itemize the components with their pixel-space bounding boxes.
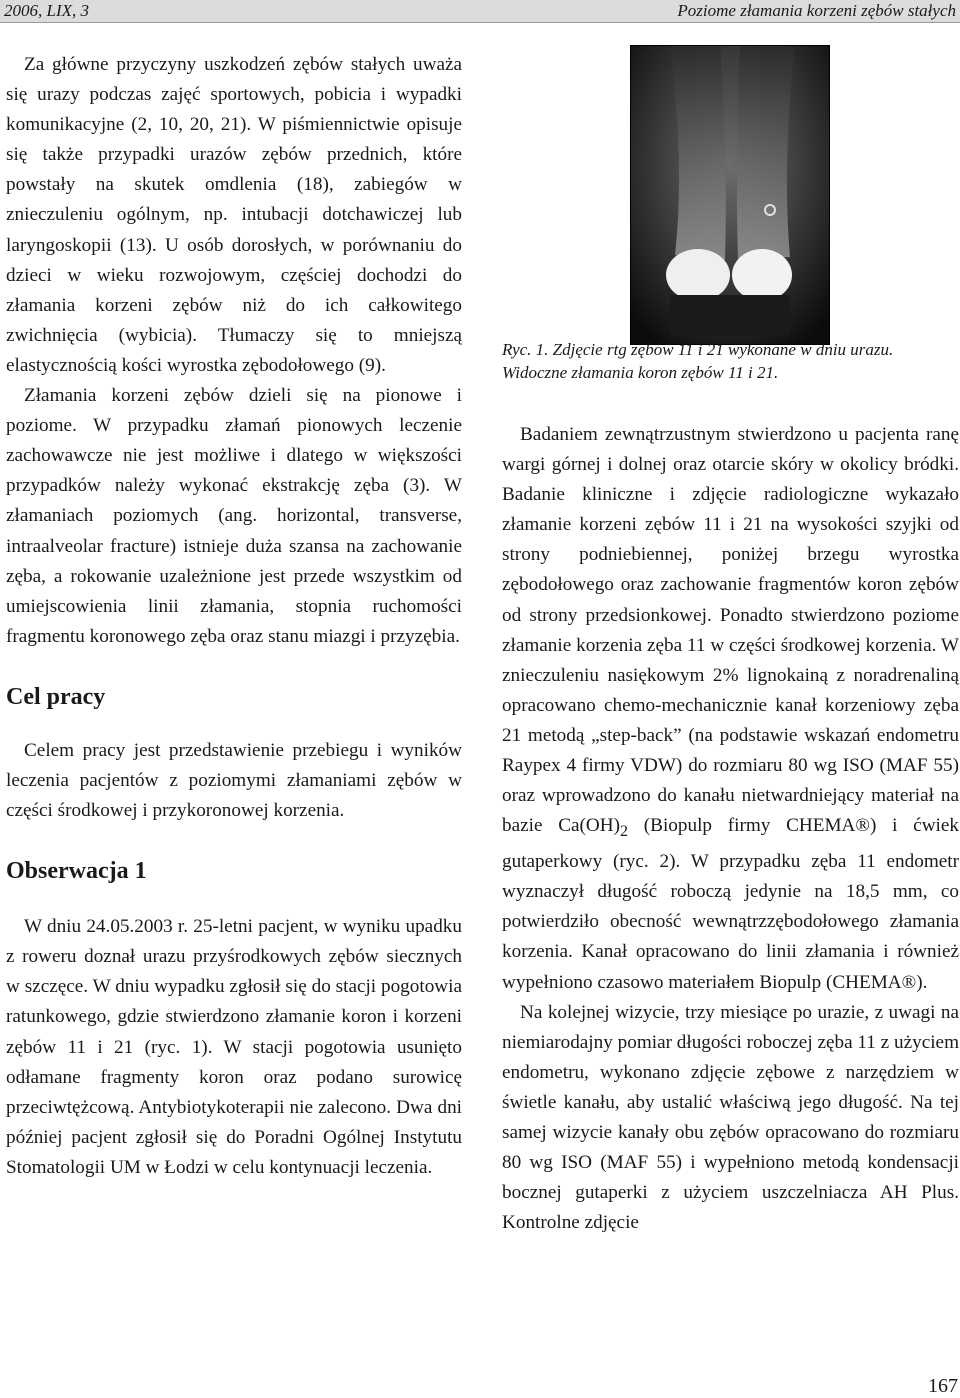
paragraph: Złamania korzeni zębów dzieli się na pionowe i poziome. W przypadku złamań pionowych leczenie zachowawcze nie jest możliwe i dlatego w większości przypadków należy wykonać ekstrakcję zęba (3). W złamaniach poziomych (ang. horizontal, transverse, intraalveolar fracture) istnieje duża szansa na zachowanie zęba, a rokowanie uzależnione jest przede wszystkim od umiejscowienia linii złamania, stopnia ruchomości fragmentu koronowego zęba oraz stanu miazgi i przyzębia. (6, 385, 462, 647)
left-column (6, 50, 462, 1183)
right-column (502, 420, 959, 1238)
journal-issue: 2006, LIX, 3 (4, 1, 89, 20)
paragraph: Badaniem zewnątrzustnym stwierdzono u pacjenta ranę wargi górnej i dolnej oraz otarcie skóry w okolicy bródki. Badanie kliniczne i zdjęcie radiologiczne wykazało złamanie korzeni zębów 11 i 21 na wysokości szyjki od strony podniebiennej, poniżej brzegu wyrostka zębodołowego oraz zachowanie fragmentów koron zębów od strony przedsionkowej. Ponadto stwierdzono poziome złamanie korzenia zęba 11 w części środkowej korzenia. W znieczuleniu nasiękowym 2% lignokainą z noradrenaliną opracowano chemo-mechanicznie kanał korzeniowy zęba 21 metodą „step-back” (na podstawie wskazań endometru Raypex 4 firmy VDW) do rozmiaru 80 wg ISO (MAF 55) oraz wprowadzono do kanału nietwardniejący materiał na bazie $Ca(OH)_2$ (Biopulp firmy CHEMA®) i ćwiek gutaperkowy (ryc. 2). W przypadku zęba 11 endometr wyznaczył długość roboczą jedynie na 18,5 mm, co potwierdziło obecność wewnątrzzębodołowego złamania korzenia. Kanał opracowano do linii złamania i również wypełniono czasowo materiałem Biopulp (CHEMA®). (502, 424, 959, 993)
paragraph: W dniu 24.05.2003 r. 25-letni pacjent, w wyniku upadku z roweru doznał urazu przyśrodkowych zębów siecznych w szczęce. W dniu wypadku zgłosił się do stacji pogotowia ratunkowego, gdzie stwierdzono złamanie koron i korzeni zębów 11 i 21 (ryc. 1). W stacji pogotowia usunięto odłamane fragmenty koron oraz podano surowicę przeciwtężcową. Antybiotykoterapii nie zalecono. Dwa dni później pacjent zgłosił się do Poradni Ogólnej Instytutu Stomatologii UM w Łodzi w celu kontynuacji leczenia. (6, 916, 462, 1178)
running-header (0, 0, 960, 23)
paragraph: Za główne przyczyny uszkodzeń zębów stałych uważa się urazy podczas zajęć sportowych, pobicia i wypadki komunikacyjne (2, 10, 20, 21). W piśmiennictwie opisuje się także przypadki urazów zębów przednich, które powstały na skutek omdlenia (18), zabiegów w znieczuleniu ogólnym, np. intubacji dotchawiczej lub laryngoskopii (13). U osób dorosłych, w porównaniu do dzieci w wieku rozwojowym, częściej dochodzi do złamania korzeni zębów niż do ich całkowitego zwichnięcia (wybicia). Tłumaczy się to mniejszą elastycznością kości wyrostka zębodołowego (9). (6, 54, 462, 376)
xray-image (630, 45, 830, 345)
paragraph: Na kolejnej wizycie, trzy miesiące po urazie, z uwagi na niemiarodajny pomiar długości roboczej zęba 11 z użyciem endometru, wykonano zdjęcie zębowe z narzędziem w świetle kanału, aby ustalić właściwą jego długość. Na tej samej wizycie kanały obu zębów opracowano do rozmiaru 80 wg ISO (MAF 55) i wypełniono metodą kondensacji bocznej gutaperki z użyciem uszczelniacza AH Plus. Kontrolne zdjęcie (502, 1001, 959, 1234)
section-heading-cel-pracy: Cel pracy (6, 683, 106, 710)
xray-figure (630, 45, 830, 345)
paragraph: Celem pracy jest przedstawienie przebiegu i wyników leczenia pacjentów z poziomymi złamaniami zębów w części środkowej i przykoronowej korzenia. (6, 739, 462, 822)
subscript: 2 (620, 823, 629, 841)
page-number: 167 (928, 1375, 958, 1397)
figure-caption: Ryc. 1. Zdjęcie rtg zębów 11 i 21 wykonane w dniu urazu. Widoczne złamania koron zębów 11 i 21. (502, 340, 894, 382)
article-running-title: Poziome złamania korzeni zębów stałych (677, 1, 956, 20)
section-heading-obserwacja-1: Obserwacja 1 (6, 858, 147, 885)
